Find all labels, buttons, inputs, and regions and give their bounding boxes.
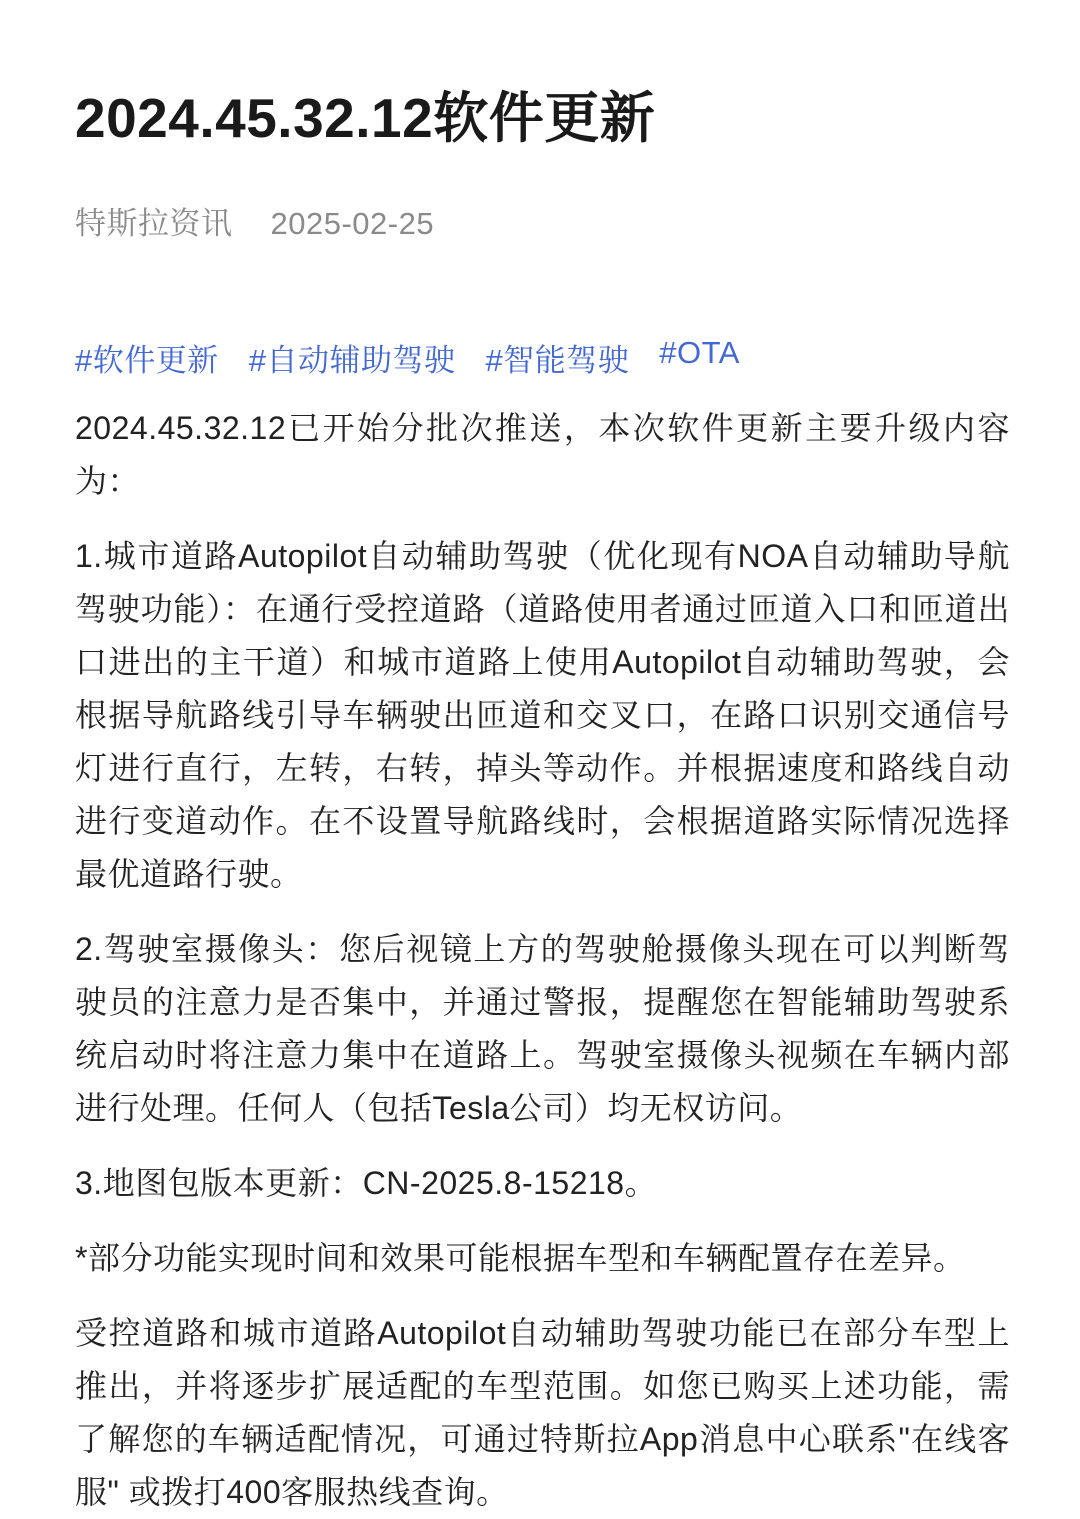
hashtag-row <box>75 335 1010 380</box>
hashtag-smart-driving[interactable]: #智能驾驶 <box>485 343 630 378</box>
hashtag-ota[interactable]: #OTA <box>659 335 740 370</box>
article-title: 2024.45.32.12软件更新 <box>75 87 656 149</box>
publish-date: 2025-02-25 <box>270 206 435 241</box>
paragraph-feature-2-cabin-camera: 2.驾驶室摄像头：您后视镜上方的驾驶舱摄像头现在可以判断驾驶员的注意力是否集中，并通过警报，提醒您在智能辅助驾驶系统启动时将注意力集中在道路上。驾驶室摄像头视频在车辆内部进行处理。任何人（包括Tesla公司）均无权访问。 <box>75 931 1010 1126</box>
paragraph-disclaimer: *部分功能实现时间和效果可能根据车型和车辆配置存在差异。 <box>75 1240 966 1276</box>
article-meta <box>75 198 1010 243</box>
paragraph-feature-1-autopilot: 1.城市道路Autopilot自动辅助驾驶（优化现有NOA自动辅助导航驾驶功能）：在通行受控道路（道路使用者通过匝道入口和匝道出口进出的主干道）和城市道路上使用Autopilot自动辅助驾驶，会根据导航路线引导车辆驶出匝道和交叉口，在路口识别交通信号灯进行直行，左转，右转，掉头等动作。并根据速度和路线自动进行变道动作。在不设置导航路线时，会根据道路实际情况选择最优道路行驶。 <box>75 538 1010 892</box>
paragraph-availability: 受控道路和城市道路Autopilot自动辅助驾驶功能已在部分车型上推出，并将逐步扩展适配的车型范围。如您已购买上述功能，需了解您的车辆适配情况，可通过特斯拉App消息中心联系"在线客服" 或拨打400客服热线查询。 <box>75 1315 1010 1510</box>
hashtag-software-update[interactable]: #软件更新 <box>75 343 219 378</box>
paragraph-feature-3-map-update: 3.地图包版本更新：CN-2025.8-15218。 <box>75 1165 658 1201</box>
hashtag-autopilot[interactable]: #自动辅助驾驶 <box>248 343 456 378</box>
paragraph-intro: 2024.45.32.12已开始分批次推送，本次软件更新主要升级内容为： <box>75 410 1010 499</box>
article-body <box>75 402 1010 1519</box>
source-label: 特斯拉资讯 <box>75 206 233 241</box>
